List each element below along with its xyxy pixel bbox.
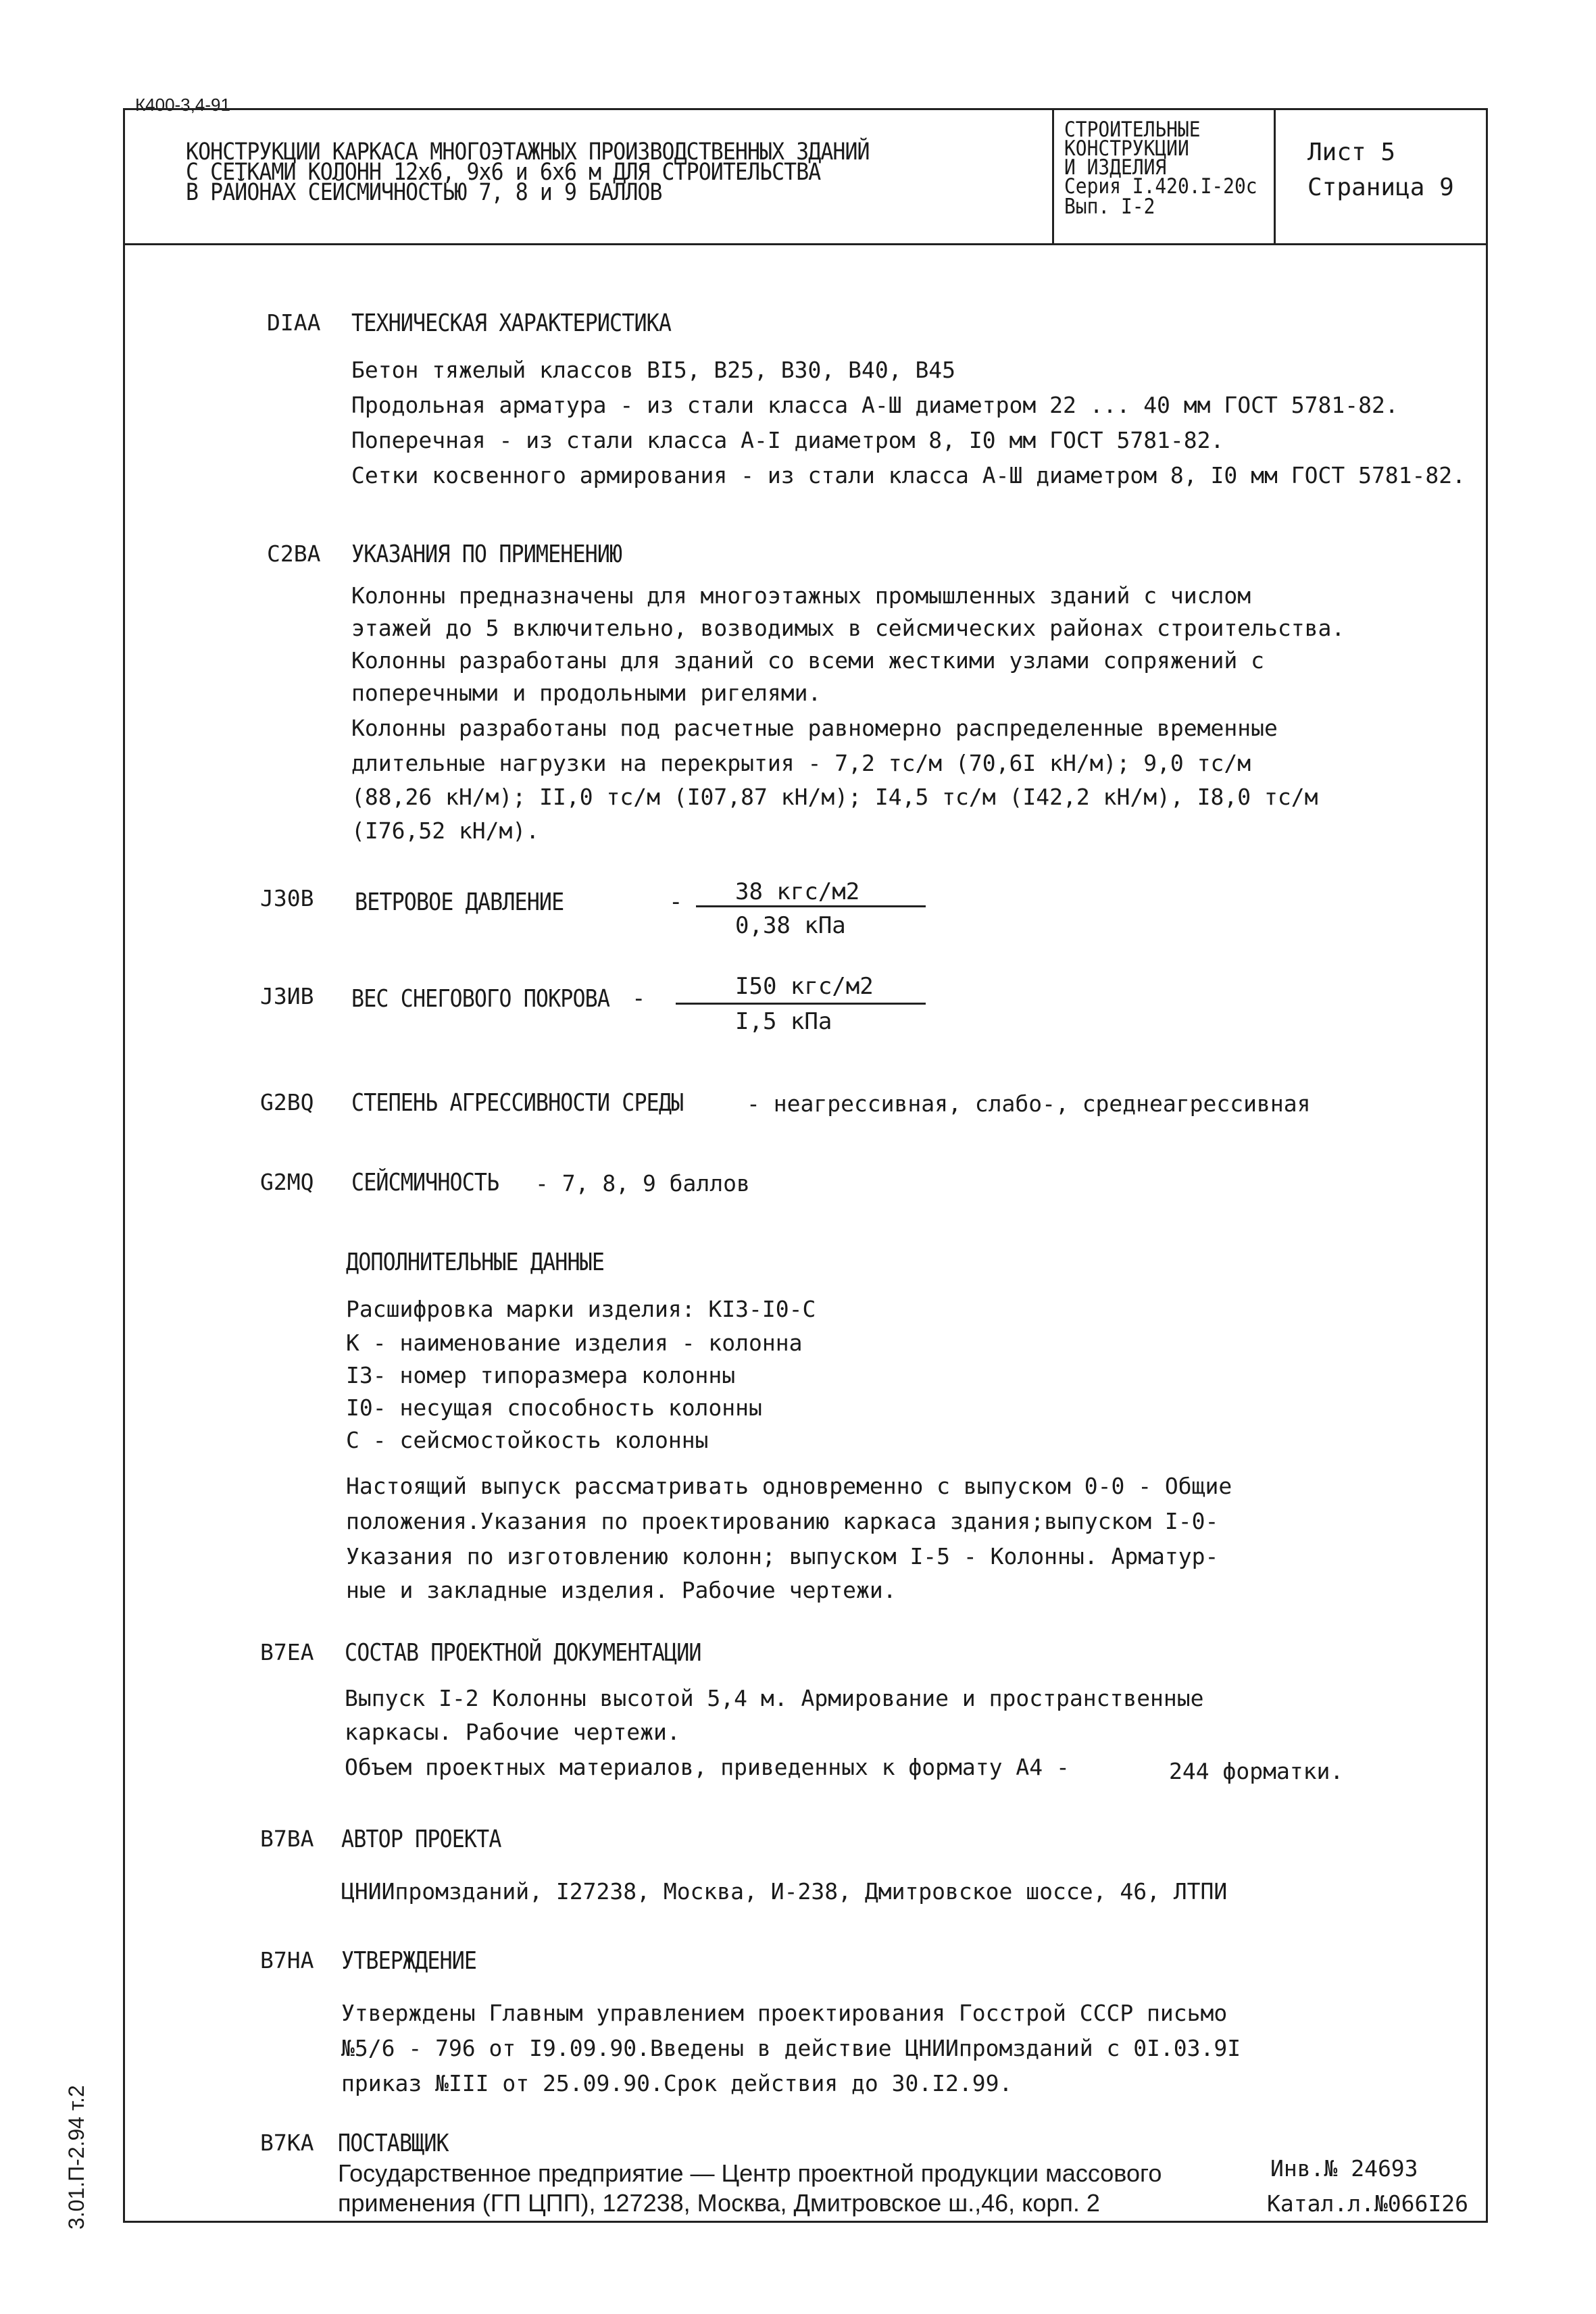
extra-line-5: С - сейсмостойкость колонны	[346, 1427, 709, 1453]
series-line-2: КОНСТРУКЦИИ	[1064, 136, 1189, 161]
usage-line-2: этажей до 5 включительно, возводимых в сейсмических районах строительства.	[351, 615, 1345, 641]
approval-line-3: приказ №III от 25.09.90.Срок действия до 30.I2.99.	[341, 2070, 1013, 2096]
catalog-sheet-number: Катал.л.№066I26	[1267, 2190, 1469, 2217]
heading-wind: ВЕТРОВОЕ ДАВЛЕНИЕ	[355, 888, 564, 916]
tech-line-3: Поперечная - из стали класса А-I диаметром 8, I0 мм ГОСТ 5781-82.	[351, 427, 1224, 453]
title-line-2: С СЕТКАМИ КОЛОНН 12х6, 9х6 и 6х6 м ДЛЯ СТРОИТЕЛЬСТВА	[186, 159, 821, 186]
snow-value-kgs: I50 кгс/м2	[735, 973, 874, 1000]
series-number: Серия I.420.I-20с	[1064, 174, 1257, 199]
extra-para-line-3: Указания по изготовлению колонн; выпуском I-5 - Колонны. Арматур-	[346, 1543, 1219, 1569]
section-code-supplier: B7KA	[260, 2130, 314, 2156]
inventory-number: Инв.№ 24693	[1270, 2155, 1418, 2182]
wind-fraction-bar	[696, 905, 926, 907]
snow-value-kpa: I,5 кПа	[735, 1008, 832, 1035]
docs-volume-value: 244 форматки.	[1169, 1758, 1344, 1784]
sheet-number: Лист 5	[1307, 139, 1396, 166]
docs-line-1: Выпуск I-2 Колонны высотой 5,4 м. Армирование и пространственные	[345, 1685, 1204, 1711]
author-text: ЦНИИпромзданий, I27238, Москва, И-238, Дмитровское шоссе, 46, ЛТПИ	[341, 1878, 1228, 1905]
tech-line-1: Бетон тяжелый классов BI5, B25, B30, B40, B45	[351, 357, 956, 383]
section-code-aggr: G2BQ	[260, 1089, 314, 1115]
extra-line-4: I0- несущая способность колонны	[346, 1394, 762, 1421]
heading-docs: СОСТАВ ПРОЕКТНОЙ ДОКУМЕНТАЦИИ	[345, 1639, 701, 1667]
usage-line-8: (I76,52 кН/м).	[351, 818, 540, 844]
page-frame	[123, 108, 1488, 2223]
page-number: Страница 9	[1307, 174, 1454, 201]
heading-aggr: СТЕПЕНЬ АГРЕССИВНОСТИ СРЕДЫ	[351, 1089, 684, 1117]
section-code-approval: B7HA	[260, 1947, 314, 1973]
extra-para-line-1: Настоящий выпуск рассматривать одновременно с выпуском 0-0 - Общие	[346, 1473, 1232, 1499]
usage-line-4: поперечными и продольными ригелями.	[351, 680, 822, 706]
usage-line-3: Колонны разработаны для зданий со всеми жесткими узлами сопряжений с	[351, 647, 1265, 674]
header-divider-v1	[1052, 108, 1054, 243]
usage-line-5: Колонны разработаны под расчетные равномерно распределенные временные	[351, 715, 1278, 741]
header-divider	[123, 243, 1488, 245]
section-code-wind: J30B	[260, 885, 314, 911]
docs-volume-label: Объем проектных материалов, приведенных к формату А4 -	[345, 1754, 1070, 1780]
heading-tech: ТЕХНИЧЕСКАЯ ХАРАКТЕРИСТИКА	[351, 309, 672, 337]
usage-line-6: длительные нагрузки на перекрытия - 7,2 тс/м (70,6I кН/м); 9,0 тс/м	[351, 750, 1251, 776]
heading-extra: ДОПОЛНИТЕЛЬНЫЕ ДАННЫЕ	[346, 1249, 605, 1276]
section-code-seism: G2MQ	[260, 1169, 314, 1195]
heading-snow: ВЕС СНЕГОВОГО ПОКРОВА	[351, 985, 610, 1013]
snow-fraction-bar	[676, 1003, 926, 1005]
wind-value-kgs: 38 кгс/м2	[735, 878, 860, 905]
wind-value-kpa: 0,38 кПа	[735, 912, 846, 939]
wind-dash: -	[669, 888, 683, 915]
snow-dash: -	[632, 985, 646, 1012]
heading-supplier: ПОСТАВЩИК	[338, 2130, 449, 2157]
heading-author: АВТОР ПРОЕКТА	[341, 1826, 501, 1853]
seism-value: - 7, 8, 9 баллов	[535, 1170, 750, 1197]
supplier-line-1: Государственное предприятие — Центр проектной продукции массового	[338, 2159, 1162, 2187]
issue-number: Вып. I-2	[1064, 195, 1155, 219]
tech-line-4: Сетки косвенного армирования - из стали класса А-Ш диаметром 8, I0 мм ГОСТ 5781-82.	[351, 462, 1466, 488]
section-code-snow: J3ИВ	[260, 983, 314, 1009]
section-code-usage: C2BA	[267, 540, 321, 567]
section-code-tech: DIAA	[267, 309, 321, 336]
extra-para-line-2: положения.Указания по проектированию каркаса здания;выпуском I-0-	[346, 1508, 1219, 1534]
tech-line-2: Продольная арматура - из стали класса А-Ш диаметром 22 ... 40 мм ГОСТ 5781-82.	[351, 392, 1399, 418]
heading-usage: УКАЗАНИЯ ПО ПРИМЕНЕНИЮ	[351, 540, 622, 568]
extra-para-line-4: ные и закладные изделия. Рабочие чертежи.	[346, 1577, 897, 1603]
approval-line-1: Утверждены Главным управлением проектирования Госстрой СССР письмо	[341, 2000, 1228, 2026]
document-code: К400-3,4-91	[135, 95, 230, 115]
extra-line-2: К - наименование изделия - колонна	[346, 1330, 803, 1356]
usage-line-7: (88,26 кН/м); II,0 тс/м (I07,87 кН/м); I4,5 тс/м (I42,2 кН/м), I8,0 тс/м	[351, 784, 1318, 810]
section-code-docs: B7EA	[260, 1639, 314, 1665]
extra-line-3: I3- номер типоразмера колонны	[346, 1362, 736, 1388]
section-code-author: B7BA	[260, 1826, 314, 1852]
side-stamp: 3.01.П-2.94 т.2	[64, 2085, 89, 2230]
series-line-1: СТРОИТЕЛЬНЫЕ	[1064, 118, 1201, 142]
title-line-1: КОНСТРУКЦИИ КАРКАСА МНОГОЭТАЖНЫХ ПРОИЗВОДСТВЕННЫХ ЗДАНИЙ	[186, 139, 870, 166]
supplier-line-2: применения (ГП ЦПП), 127238, Москва, Дмитровское ш.,46, корп. 2	[338, 2189, 1100, 2217]
heading-seism: СЕЙСМИЧНОСТЬ	[351, 1169, 499, 1197]
heading-approval: УТВЕРЖДЕНИЕ	[341, 1947, 477, 1975]
series-line-3: И ИЗДЕЛИЯ	[1064, 155, 1167, 180]
aggr-value: - неагрессивная, слабо-, среднеагрессивная	[747, 1090, 1311, 1117]
usage-line-1: Колонны предназначены для многоэтажных промышленных зданий с числом	[351, 582, 1251, 609]
extra-line-1: Расшифровка марки изделия: KI3-I0-C	[346, 1296, 816, 1322]
approval-line-2: №5/6 - 796 от I9.09.90.Введены в действие ЦНИИпромзданий с 0I.03.9I	[341, 2035, 1241, 2061]
title-line-3: В РАЙОНАХ СЕЙСМИЧНОСТЬЮ 7, 8 и 9 БАЛЛОВ	[186, 179, 662, 206]
header-divider-v2	[1274, 108, 1276, 243]
docs-line-2: каркасы. Рабочие чертежи.	[345, 1719, 680, 1745]
